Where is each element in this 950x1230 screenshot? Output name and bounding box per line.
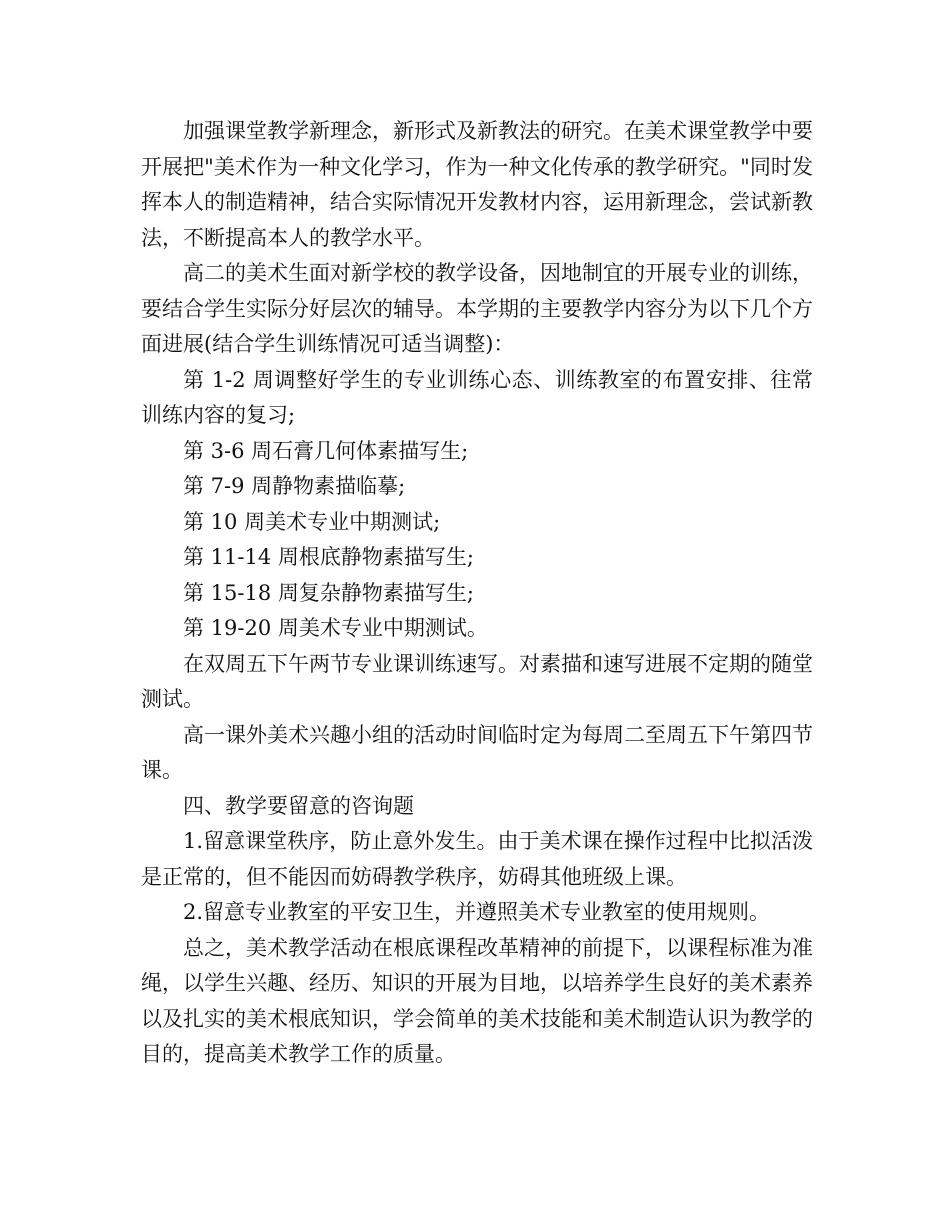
schedule-item-week-3-6: 第 3-6 周石膏几何体素描写生; <box>183 438 469 463</box>
issue-item-2: 2.留意专业教室的平安卫生，并遵照美术专业教室的使用规则。 <box>183 900 771 924</box>
section-heading-issues: 四、教学要留意的咨询题 <box>183 793 414 818</box>
schedule-item-week-11-14: 第 11-14 周根底静物素描写生; <box>183 545 474 569</box>
issue-item-1: 1.留意课堂秩序，防止意外发生。由于美术课在操作过程中比拟活泼是正常的，但不能因而妨碍教学秩序，妨碍其他班级上课。 <box>141 829 813 889</box>
schedule-item-week-7-9: 第 7-9 周静物素描临摹; <box>183 474 406 498</box>
schedule-item-week-15-18: 第 15-18 周复杂静物素描写生; <box>183 580 474 605</box>
paragraph-interest-group: 高一课外美术兴趣小组的活动时间临时定为每周二至周五下午第四节课。 <box>141 722 813 782</box>
document-body <box>141 114 813 1073</box>
schedule-item-week-19-20: 第 19-20 周美术专业中期测试。 <box>183 616 488 640</box>
paragraph-conclusion: 总之，美术教学活动在根底课程改革精神的前提下，以课程标准为准绳，以学生兴趣、经历、知识的开展为目地，以培养学生良好的美术素养以及扎实的美术根底知识，学会简单的美术技能和美术制造认识为教学的目的，提高美术教学工作的质量。 <box>141 935 813 1066</box>
paragraph-grade-two: 高二的美术生面对新学校的教学设备，因地制宜的开展专业的训练，要结合学生实际分好层次的辅导。本学期的主要教学内容分为以下几个方面进展(结合学生训练情况可适当调整)： <box>141 261 813 356</box>
schedule-item-week-1-2: 第 1-2 周调整好学生的专业训练心态、训练教室的布置安排、往常训练内容的复习; <box>141 367 813 427</box>
schedule-item-week-10: 第 10 周美术专业中期测试; <box>183 509 441 534</box>
paragraph-sketch-training: 在双周五下午两节专业课训练速写。对素描和速写进展不定期的随堂测试。 <box>141 651 813 711</box>
paragraph-intro: 加强课堂教学新理念，新形式及新教法的研究。在美术课堂教学中要开展把"美术作为一种文化学习，作为一种文化传承的教学研究。"同时发挥本人的制造精神，结合实际情况开发教材内容，运用新理念，尝试新教法，不断提高本人的教学水平。 <box>141 119 813 250</box>
